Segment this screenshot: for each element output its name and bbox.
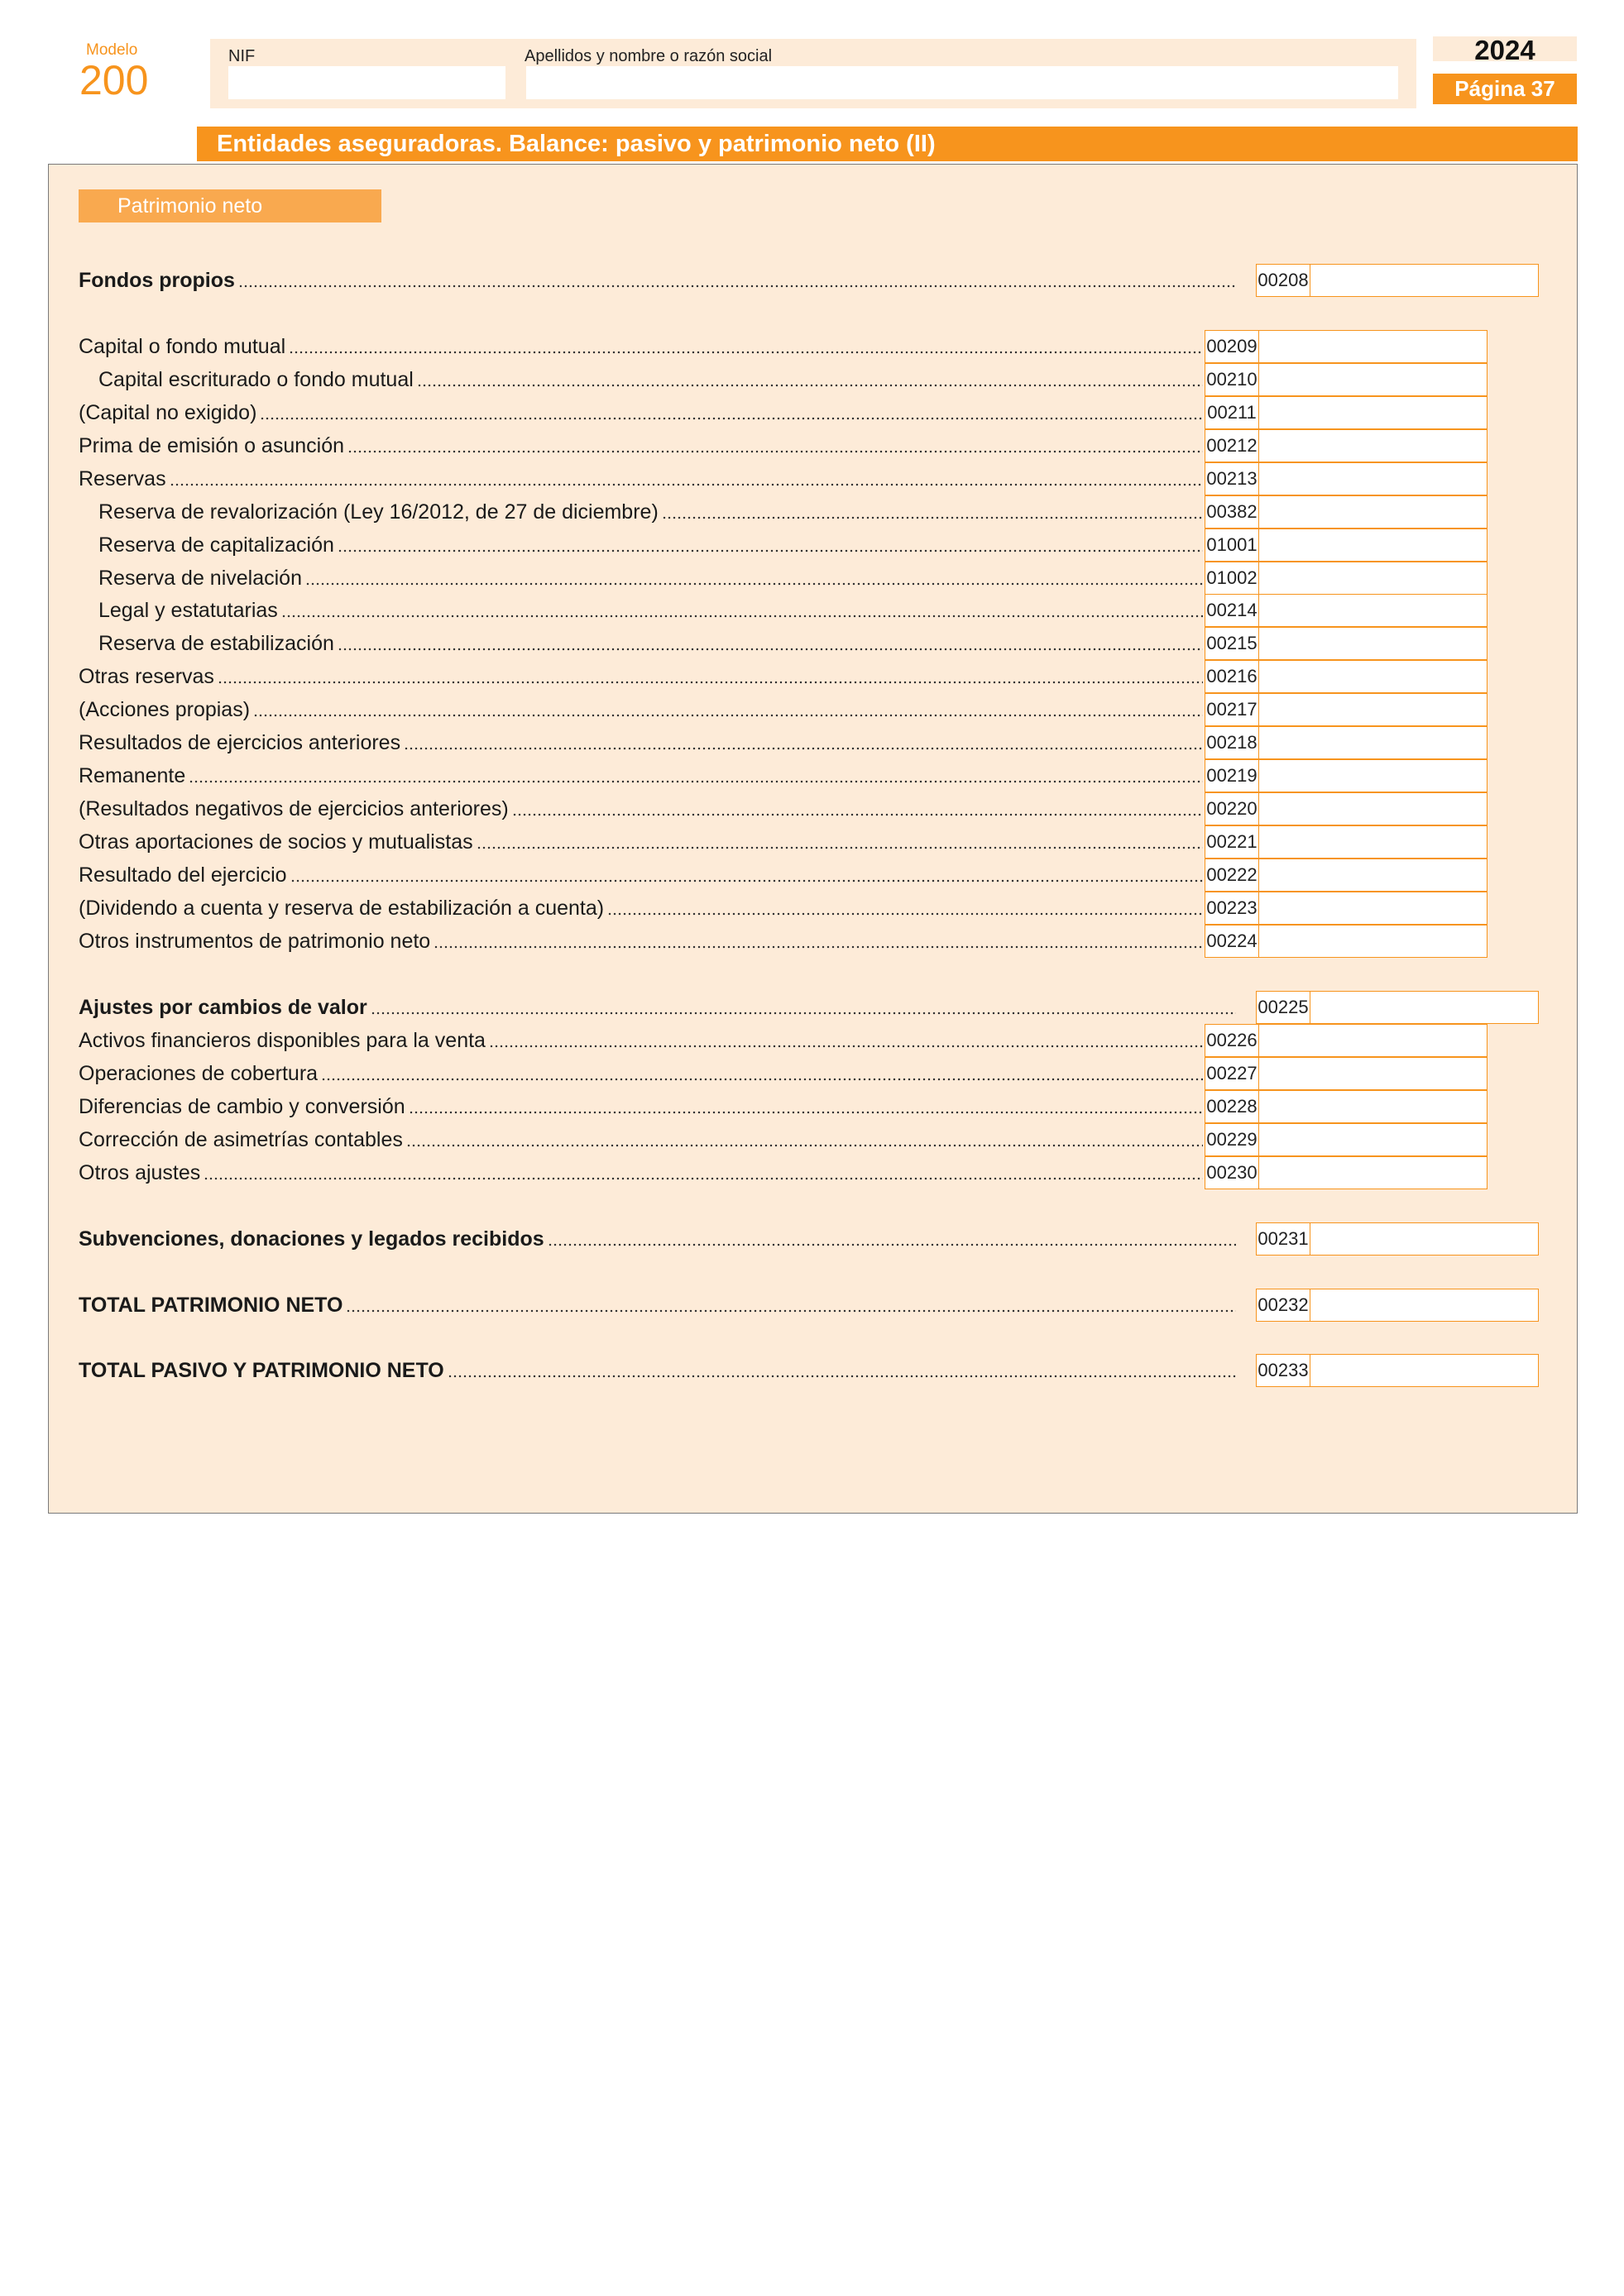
dot-leader [512,813,1203,816]
row-label-text: TOTAL PATRIMONIO NETO [79,1294,343,1317]
amount-field[interactable] [1259,363,1487,396]
row-label-text: Legal y estatutarias [98,599,278,622]
dot-leader [662,516,1203,519]
amount-field[interactable] [1259,529,1487,562]
amount-field[interactable] [1259,1057,1487,1090]
row-8-label [98,566,1203,591]
amount-field[interactable] [1259,693,1487,726]
row-label-text: Reserva de revalorización (Ley 16/2012, de 27 de diciembre) [98,500,659,524]
row-label-text: Activos financieros disponibles para la venta [79,1029,486,1052]
dot-leader [189,780,1203,783]
name-field[interactable] [526,66,1398,99]
section-tab-patrimonio-neto: Patrimonio neto [79,189,381,222]
dot-leader [338,549,1203,552]
dot-leader [281,615,1203,618]
row-10-label [98,631,1203,656]
field-code: 00213 [1205,462,1259,495]
dot-leader [260,417,1203,420]
amount-field[interactable] [1259,462,1487,495]
row-label-text: Reserva de capitalización [98,533,334,557]
amount-field[interactable] [1259,1156,1487,1189]
amount-field[interactable] [1259,859,1487,892]
row-label-text: Remanente [79,764,186,787]
amount-field[interactable] [1259,892,1487,925]
dot-leader [417,384,1203,387]
amount-field[interactable] [1310,1289,1539,1322]
amount-field[interactable] [1310,264,1539,297]
row-0-label [79,268,1236,293]
field-code: 00222 [1205,859,1259,892]
field-code: 00232 [1256,1289,1310,1322]
row-label-text: Otras reservas [79,665,214,688]
row-label-text: (Dividendo a cuenta y reserva de estabilización a cuenta) [79,897,605,920]
field-code: 00229 [1205,1123,1259,1156]
field-code: 00231 [1256,1222,1310,1256]
amount-field[interactable] [1259,396,1487,429]
amount-field[interactable] [1310,1354,1539,1387]
field-code: 00226 [1205,1024,1259,1057]
row-label-text: Reserva de estabilización [98,632,334,655]
field-code: 00217 [1205,693,1259,726]
amount-field[interactable] [1259,330,1487,363]
amount-field[interactable] [1310,991,1539,1024]
row-11-label [79,664,1203,689]
amount-field[interactable] [1259,1123,1487,1156]
dot-leader [170,483,1203,486]
row-3-label [79,400,1203,425]
amount-field[interactable] [1259,925,1487,958]
page-badge: Página 37 [1433,74,1577,104]
field-code: 00219 [1205,759,1259,792]
amount-field[interactable] [1259,759,1487,792]
dot-leader [338,648,1203,651]
dot-leader [477,846,1203,849]
dot-leader [289,351,1203,354]
row-22-label [79,1061,1203,1086]
dot-leader [489,1045,1203,1048]
row-27-label [79,1293,1236,1318]
field-code: 00211 [1205,396,1259,429]
field-code: 00212 [1205,429,1259,462]
dot-leader [434,945,1203,949]
amount-field[interactable] [1310,1222,1539,1256]
dot-leader [238,285,1236,288]
row-label-text: Otras aportaciones de socios y mutualistas [79,830,473,854]
field-code: 00214 [1205,594,1259,627]
field-code: 00382 [1205,495,1259,529]
row-24-label [79,1127,1203,1152]
row-label-text: Reserva de nivelación [98,567,302,590]
dot-leader [305,582,1203,586]
dot-leader [218,681,1203,684]
row-label-text: Reservas [79,467,166,490]
row-label-text: Resultados de ejercicios anteriores [79,731,401,754]
name-label: Apellidos y nombre o razón social [525,47,773,65]
amount-field[interactable] [1259,594,1487,627]
amount-field[interactable] [1259,660,1487,693]
dot-leader [371,1012,1236,1015]
row-18-label [79,896,1203,921]
row-7-label [98,533,1203,557]
field-code: 00225 [1256,991,1310,1024]
nif-label: NIF [228,47,256,65]
row-label-text: Capital escriturado o fondo mutual [98,368,414,391]
row-13-label [79,730,1203,755]
dot-leader [253,714,1203,717]
row-label-text: Otros ajustes [79,1161,201,1184]
dot-leader [448,1375,1236,1378]
row-label-text: (Capital no exigido) [79,401,257,424]
row-2-label [98,367,1203,392]
dot-leader [406,1144,1203,1147]
row-label-text: Corrección de asimetrías contables [79,1128,403,1151]
amount-field[interactable] [1259,429,1487,462]
row-label-text: TOTAL PASIVO Y PATRIMONIO NETO [79,1359,444,1382]
amount-field[interactable] [1259,726,1487,759]
page-title: Entidades aseguradoras. Balance: pasivo y patrimonio neto (II) [197,127,1578,161]
field-code: 00233 [1256,1354,1310,1387]
field-code: 01002 [1205,562,1259,595]
year-badge: 2024 [1433,36,1577,61]
row-label-text: Ajustes por cambios de valor [79,996,367,1019]
field-code: 00228 [1205,1090,1259,1123]
field-code: 00215 [1205,627,1259,660]
row-label-text: Fondos propios [79,269,235,292]
amount-field[interactable] [1259,627,1487,660]
dot-leader [290,879,1203,883]
field-code: 00209 [1205,330,1259,363]
dot-leader [409,1111,1203,1114]
field-code: 00220 [1205,792,1259,825]
row-20-label [79,995,1236,1020]
row-label-text: Prima de emisión o asunción [79,434,344,457]
modelo-number: 200 [79,57,149,103]
field-code: 00216 [1205,660,1259,693]
field-code: 00223 [1205,892,1259,925]
nif-field[interactable] [228,66,505,99]
row-25-label [79,1160,1203,1185]
row-label-text: Resultado del ejercicio [79,863,287,887]
dot-leader [607,912,1203,916]
dot-leader [321,1078,1203,1081]
amount-field[interactable] [1259,792,1487,825]
row-19-label [79,929,1203,954]
amount-field[interactable] [1259,562,1487,595]
modelo-label: Modelo [86,41,138,59]
row-label-text: Diferencias de cambio y conversión [79,1095,405,1118]
field-code: 00208 [1256,264,1310,297]
dot-leader [347,450,1203,453]
row-21-label [79,1028,1203,1053]
row-12-label [79,697,1203,722]
dot-leader [548,1243,1236,1246]
row-9-label [98,598,1203,623]
row-label-text: Otros instrumentos de patrimonio neto [79,930,431,953]
row-label-text: Subvenciones, donaciones y legados recibidos [79,1227,544,1251]
row-label-text: Capital o fondo mutual [79,335,286,358]
row-16-label [79,830,1203,854]
row-28-label [79,1358,1236,1383]
dot-leader [204,1177,1203,1180]
row-label-text: (Acciones propias) [79,698,251,721]
row-6-label [98,500,1203,524]
field-code: 00210 [1205,363,1259,396]
row-17-label [79,863,1203,887]
field-code: 01001 [1205,529,1259,562]
row-26-label [79,1227,1236,1251]
dot-leader [404,747,1203,750]
row-14-label [79,763,1203,788]
amount-field[interactable] [1259,1024,1487,1057]
amount-field[interactable] [1259,1090,1487,1123]
field-code: 00227 [1205,1057,1259,1090]
field-code: 00218 [1205,726,1259,759]
row-4-label [79,433,1203,458]
field-code: 00221 [1205,825,1259,859]
row-1-label [79,334,1203,359]
amount-field[interactable] [1259,825,1487,859]
row-15-label [79,796,1203,821]
row-5-label [79,466,1203,491]
row-label-text: (Resultados negativos de ejercicios anteriores) [79,797,509,820]
row-23-label [79,1094,1203,1119]
field-code: 00230 [1205,1156,1259,1189]
field-code: 00224 [1205,925,1259,958]
dot-leader [346,1309,1236,1313]
row-label-text: Operaciones de cobertura [79,1062,319,1085]
amount-field[interactable] [1259,495,1487,529]
